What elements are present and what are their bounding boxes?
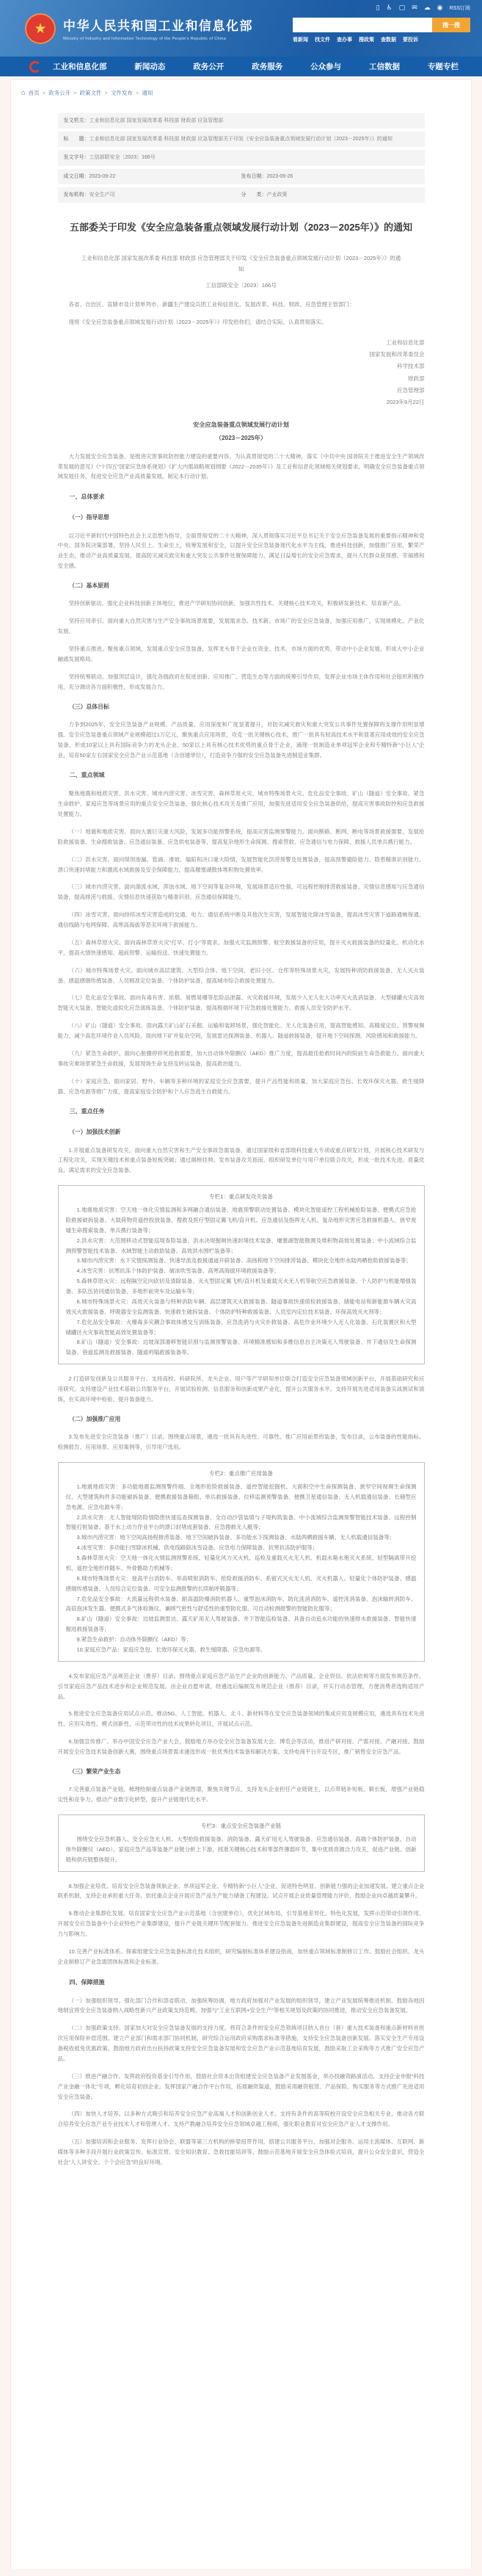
column-box-line: 8.矿山（隧道）安全事故：边坡监测雷达、露天矿用无人驾驶装备、井下智能巡检装备、具备自动追水功能的快速排水救援装备、智能快速掘进救援装备等； — [65, 1616, 417, 1633]
paragraph: 坚持创新驱动。强化企业科技创新主体地位，推进产学研用协同创新，加强共性技术、关键核心技术攻关，积极研发新技术、培育新产品。 — [68, 600, 404, 607]
nav-item[interactable]: 工业和信息化部 — [53, 62, 107, 71]
breadcrumb — [11, 80, 471, 100]
meta-cell — [64, 153, 419, 162]
signature-line: 财政部 — [408, 375, 425, 382]
doc-number: 工信部联安全〔2023〕166号 — [205, 281, 277, 289]
breadcrumb-link[interactable]: 首页 — [28, 90, 40, 96]
column-box-line: 2.洪水灾害：大范围移动式智能巡堤查险装备、洪水决堤掘闸快速封堵技术装备、堰塞湖智能勘测及堆积物高效处置装备；中小流域综合监测预警智能技术装备、水域智能主动救助装备、高效洪水围栏装备等； — [65, 1237, 417, 1254]
home-icon: ⌂ — [21, 88, 26, 97]
nav-item[interactable]: 新闻动态 — [134, 62, 166, 71]
paragraph: （三）城市内涝灾害。面向湍流水域、浑浊水域、地下空间等复杂环境，发展场景适应性强、可远程控制排涝救援装备、灾情信息感知与应急通信装备，提高排涝与救援、灾情信息快速获取与精准识别、应急通信保障能力。 — [57, 883, 425, 901]
quick-links — [293, 36, 470, 43]
brand — [25, 13, 253, 44]
meta-value: 工业和信息化部 国家发展改革委 科技部 财政部 应急管理部关于印发《安全应急装备重点领域发展行动计划（2023－2025年）》的通知 — [89, 137, 392, 142]
paragraph: 坚持统筹联动。加强顶层设计，强化各级政府在促进创新、应用推广、营造生态等方面的统筹引导作用，发挥企业市场主体作用和社会组织积极作用，充分调动各方面积极性，形成发展合力。 — [57, 673, 425, 690]
paragraph: （七）危化品安全事故。面向有毒有害、浓烟、易燃易爆等危险品泄露、火灾救援环境，发展少人无人化大功率灭火洗消装备、大型储罐火灾高效智能灭火装备、智能化虚拟化应急演练装备、个体防护装备，提高极端环境下应急救援处置能力、救援人员安全防护水平。 — [57, 994, 425, 1012]
quick-link[interactable]: 要投诉 — [403, 37, 418, 43]
paragraph: （三）推进产融合作。发挥政府投资基金引导作用，鼓励社会资本出资组建安全应急装备产业发展基金，举办投融资路演活动。支持企业申报“科技产业金融一体化”专项，孵化培育初创企业。发挥国家产融合作平台作用，拓展融资渠道，鼓励采用融资租赁、产品保险、购买服务等方式推广先进适用安全应急装备。 — [57, 2072, 425, 2100]
column-box-title: 专栏2：重点推广应用装备 — [209, 1470, 273, 1477]
quick-link[interactable]: 查数据 — [381, 37, 396, 43]
doc-title: 工业和信息化部 国家发展改革委 科技部 财政部 应急管理部关于印发《安全应急装备重点领域发展行动计划（2023－2025年）》的通知 — [81, 255, 401, 272]
paragraph: 坚持重点推进。聚焦重点领域，发展重点安全应急装备，发挥龙头骨干企业在资金、技术、市场方面的优势，带动中小企业发展，形成大中小企业融通发展格局。 — [57, 645, 425, 662]
nav-item[interactable]: 政务服务 — [252, 62, 283, 71]
column-box-line: 围绕安全应急机器人、安全应急无人机、大型抢险救援装备、消防装备、露天矿用无人驾驶装备、应急通信装备、高端个体防护装备、自动体外除颤仪（AED）、家庭应急产品等装备产业链分析上下游，找准关键核心技术和零部件薄弱环节，集中优质资源合力攻关，促进产业链、创新链和供应链整体提升。 — [65, 1835, 417, 1863]
meta-table — [58, 113, 425, 203]
paragraph: 5.推进安全应急装备应用试点示范。推动5G、人工智能、机器人、北斗、新材料等在安全应急装备领域的集成应用及规模应用，遴选具有技术先进性、应用实效性、模式创新性、示范带动性的技术成果转化项目，开展试点示范。 — [57, 1710, 425, 1728]
paragraph: 2.打造研发创新及公共服务平台。支持高校、科研院所、龙头企业、用户等产学研用单位联合打造安全应急装备领域创新平台，开展基础研究和应用研究。支持建设产业技术基础公共服务平台，开展试验检测、信息服务和创新成果产业化，提升公共服务水平。支持开展先进适用装备实战测试和演练，在实战环境中检验、提升装备能力。 — [57, 1375, 425, 1403]
column-box-line: 7.危化品安全事故：火爆毒多灾耦合事故体感交互训练装备、应急洗消与火灾扑救装备、高危作业环境少人无人化装备、石化装置区和大型储罐区火灾事故智能高效处置装备等； — [65, 1318, 417, 1336]
breadcrumb-separator: > — [73, 90, 77, 96]
mobile-icon[interactable]: ▯ — [376, 4, 380, 11]
rss-link[interactable]: RSS订阅 — [449, 5, 470, 11]
nav-item[interactable]: 专题专栏 — [427, 62, 459, 71]
paragraph: 现将《安全应急装备重点领域发展行动计划（2023－2025年）》印发给你们，请结合实际，认真贯彻落实。 — [68, 318, 327, 325]
meta-cell — [64, 191, 241, 199]
column-box-line: 7.危化品安全事故：大流量远程供水装备、耐高温防爆消防机器人、重型泡沫消防车、防化洗消消防车、遥控洗消装备、泡沫输转消防车、高倍泡沫发生器、便携式多气体检测仪、兼顾气密性与舒适性的重型防化服、可自动检测报警的智能防化服等； — [65, 1595, 417, 1613]
tablet-icon[interactable]: ▢ — [398, 4, 406, 11]
meta-label: 分 类： — [241, 192, 267, 198]
column-box-title: 专栏3：重点安全应急装备产业链 — [200, 1823, 282, 1830]
column-box-line: 5.森林草原火灾：空天地一体化火情监测预警系统、轻量化风力灭火机、巡检及重载灭火无人机、机载水箱水炮灭火系统、轻型隔离带开挖机、遥控全地形伴随车、外骨骼助力机械等； — [65, 1555, 417, 1571]
column-box — [58, 1462, 425, 1662]
paragraph: 聚焦地震和地质灾害、洪水灾害、城市内涝灾害、冰雪灾害、森林草原火灾、城市特殊场景火灾、危化品安全事故、矿山（隧道）安全事故、紧急生命救护、家庭应急等场景应用的重点安全应急装备，强化核心技术攻关及推广应用，加强先进适用安全应急装备供给，提高灾害事故防控和应急救援处置能力。 — [57, 790, 425, 818]
column-box-title: 专栏1：重点研发攻关装备 — [209, 1193, 273, 1201]
paragraph: （五）森林草原火灾。面向森林草原火灾“打早、打小”等需求，加强火灾监测预警、航空救援装备的应用，提升灭火救援装备的轻量化、机动化水平，提高火情快速感知、超前预警、运输投送、快速处置能力。 — [57, 938, 425, 956]
column-box-line: 6.城市特殊场景火灾：登高平台消防车、举高喷射消防车、抢险救援消防车、系留式灭火无人机、灭火机器人、轻量化个体防护装备、感温感烟传感装备、人员综合定位装备、可安全监测报警的长续航呼吸器等； — [65, 1574, 417, 1592]
column-box-line: 4.冰雪灾害：多功能扫雪除冰机械、供电线路除冰雪设备、应急电力保障装备、抗寒抗冻防护服等； — [76, 1544, 318, 1552]
paragraph: 各省、自治区、直辖市及计划单列市、新疆生产建设兵团工业和信息化、发展改革、科技、财政、应急管理主管部门： — [68, 300, 355, 308]
meta-value: 安全生产司 — [89, 192, 115, 198]
paragraph: 4.发布家庭应急产品规范企业（推荐）目录。围绕重点家庭应急产品生产企业的创新能力、产品质量、企业资信、依法依规等方面发布规范条件，引导家庭应急产品技术进步和企业规范发展。由企业自愿申请，经遴选后编制发布规范企业（推荐）目录，并实行动态管理，方便消费者选购适用产品。 — [57, 1672, 425, 1700]
plan-title: 安全应急装备重点领域发展行动计划 — [192, 422, 289, 429]
header-icons — [376, 4, 443, 12]
content-card — [10, 79, 472, 2569]
column-box-line: 1.地震地质灾害：空天地一体化灾情监测和多网融合通信装备、地震预警联动处置装备、模块化智能遥控工程机械抢险装备、便携式应急抢险救援破拆装备、大载荷物资遥控投放装备、搜救及医疗型固定翼飞机/直升机、应急通信及指挥无人机、复杂地形灾害应急救援机器人、狭窄废墟生命搜索装备、单兵携行装备等； — [65, 1206, 417, 1234]
paragraph: 7.完善重点装备产业链。梳理绘制重点装备产业链图谱，聚焦关键节点，支持龙头企业担任产业链链主，以点带链补短板、锻长板，增强产业链稳定性和竞争力。推动产业数字化转型，提升产业链现代化水平。 — [57, 1786, 425, 1803]
paragraph: （二）加强政策支持。国家加大对安全应急装备发展的支持力度。将符合条件的安全应急领域项目纳入首台（套）重大技术装备和重点新材料首批次应用保险补偿范围。建立产业部门和需求部门协同机制，研究综合运用政府采购需求标准等措施，支持安全应急装备创新发展。落实安全生产专用设备税收抵免优惠政策。鼓励地方政府出台扶持政策支持安全应急装备发展和安全应急产业示范基地培育发展，鼓励采取工会采购等方式推广安全应急产品。 — [57, 2025, 425, 2062]
nav-items — [53, 61, 482, 72]
column-box-line: 3.城市内涝灾害：地下空间高扬程排涝装备、地下空间破拆装备、多功能水下探测装备、水陆两栖救援车辆、无人机载通信装备等； — [76, 1534, 395, 1541]
paragraph: 1.开展重点装备研发攻关。面向重大自然灾害和生产安全事故急需装备，通过国家级和省部级科技重大专项或重点研发计划，开展核心技术研发与工程化攻关，实现关键技术和重点装备短板突破；通过揭榜挂帅，发布装备攻关指南，组织研发单位与用户单位联合攻关，形成一批技术先进、质量优良、满足需求的安全应急装备。 — [57, 1146, 425, 1174]
signature-line: 工业和信息化部 — [386, 339, 425, 346]
sub-heading: （二）加强推广应用 — [69, 1415, 121, 1422]
paragraph: 9.推动企业集群化发展。培育国家安全应急产业示范基地（含创建单位），优化区域布局，引导基地差异化、特色化发展，发挥示范带动引领作用。开展安全应急装备中小企业特色产业集群建设，提升产业链关键环节配套能力。推进安全应急装备先进制造业集群建设，提高安全应急装备的国际竞争力与影响力。 — [57, 1910, 425, 1938]
ministry-name-en: Ministry of Industry and Information Technology of the People's Republic of China — [63, 37, 227, 41]
column-box-line: 3.城市内涝灾害：水下灾情探测装备、快速导流及救援通道开辟装备、高扬程地下空间排涝装备、模块化全地形水陆两栖抢险救援装备等； — [76, 1257, 412, 1265]
weibo-icon[interactable]: ◉ — [437, 4, 443, 11]
meta-value: 2023-09-22 — [89, 173, 116, 179]
meta-label: 标 题： — [63, 137, 90, 142]
section-heading: 三、重点任务 — [69, 1108, 105, 1115]
quick-link[interactable]: 搜政策 — [359, 37, 374, 43]
breadcrumb-link[interactable]: 通知 — [142, 90, 153, 96]
header-icons-row — [376, 4, 470, 12]
meta-label: 发布机构： — [63, 192, 90, 198]
breadcrumb-separator: > — [42, 90, 46, 96]
meta-cell — [64, 135, 419, 143]
paragraph: （六）城市特殊场景火灾。面向城市高层建筑、大型综合体、地下空间、老旧小区、仓库等特殊场景火灾，发展特种消防救援装备、无人灭火装备、感温感烟传感装备、人员精准定位装备、个体防护装备，提高城市综合救援处置能力。 — [57, 966, 425, 984]
mail-icon[interactable]: ✉ — [412, 4, 417, 11]
paragraph: 力争到2025年，安全应急装备产业规模、产品质量、应用深度和广度显著提升，对防灾减灾救灾和重大突发公共事件处置保障的支撑作用明显增强。安全应急装备重点领域产业规模超过1万亿元，聚焦重点应用场景，攻克一批关键核心技术，推广一批具有较高技术水平和显著应用成效的安全应急装备，形成10家以上具有国际竞争力的龙头企业、50家以上具有核心技术优势的重点骨干企业，涌现一批制造业单项冠军企业和专精特新“小巨人”企业，培育50家左右国家安全应急产业示范基地（含创建单位），打造竞争力强的安全应急装备先进制造业集群。 — [57, 720, 425, 759]
plan-title: （2023－2025年） — [215, 435, 267, 442]
meta-row — [58, 113, 425, 129]
article-body — [58, 253, 425, 2167]
meta-cell — [64, 117, 419, 125]
meta-label: 发布日期： — [241, 173, 267, 179]
section-heading: 一、总体要求 — [69, 493, 105, 501]
search-area — [293, 18, 470, 43]
breadcrumb-link[interactable]: 政策文件 — [79, 90, 102, 96]
section-heading: 四、保障措施 — [69, 1978, 105, 1986]
meta-value: 产业政策 — [266, 192, 288, 198]
column-box-line: 1.地震地质灾害：多功能地震监测预警终端、全地形抢险救援装备、遥控智能挖掘机、大面积空中生命探测装备、狭窄空间视频生命探测仪、大型建筑构件多功能破拆装备、便携救援装备箱组、单兵救援装备、位移监测预警装备、便携卫星通信装备、无人机载通信装备、长储型应急电源、应急电源车等； — [65, 1483, 417, 1510]
signature-line: 2023年9月22日 — [386, 399, 425, 406]
sub-heading: （一）加强技术创新 — [69, 1129, 121, 1136]
breadcrumb-separator: > — [104, 90, 108, 96]
paragraph: 8.加强企业培优。培育安全应急装备领航企业、单项冠军企业、专精特新“小巨人”企业，促进特色明显、创新能力强的企业加速发展。建立重点企业联系机制，支持企业承担重大任务。依托重点企业开展应急产品生产能力储备工程建设。试点开展企业质量管理能力评价，鼓励企业向卓越质量攀升。 — [57, 1882, 425, 1900]
signature-line: 科学技术部 — [397, 363, 425, 370]
page-title: 五部委关于印发《安全应急装备重点领域发展行动计划（2023－2025年）》的通知 — [69, 221, 413, 233]
paragraph: （二）洪水灾害。面向堤坝渗漏、管涌、滑坡、塌陷和决口重大险情，发展智能化洪涝预警及处置装备，提高预警避险能力、隐患精准识别能力、溃口快速封堵能力和激流水域救援及安全保障能力，提高堰塞湖散体堆积物处置效率。 — [57, 855, 425, 873]
paragraph: （四）冰雪灾害。面向持续冰雪灾害造成的交通、电力、通信系统中断及其他次生灾害，发展智能化除冰雪装备，提高冰雪灾害下道路通畅保通、通信线路与电网保障、高寒高海拔等恶劣环境下救援能力。 — [57, 911, 425, 929]
ministry-name: 中华人民共和国工业和信息化部 — [63, 19, 253, 33]
column-box — [58, 1815, 425, 1872]
paragraph: （九）紧急生命救护。面向心脏骤停猝死抢救需要，加大自动体外除颤仪（AED）推广力度，提高最佳抢救时间内的院前生命急救能力。面向重大事故灾难场景紧急生命救援，发展现场生命支持及转运装备，提高救治能力。 — [57, 1049, 425, 1067]
miit-logo-icon — [29, 61, 41, 73]
paragraph: （一）加强组织领导。强化部门合作和部省联动，加强统筹协调，地方政府加强对产业发展的组织领导，建立产业发展统筹推进机制。鼓励各地因地制宜将安全应急装备纳入战略性新兴产业政策支持范畴，加强与“工业互联网+安全生产”等相关规划及政策的协同推进，推动安全应急装备发展。 — [57, 1997, 425, 2014]
meta-cell — [64, 173, 241, 181]
paragraph: 6.加强宣传推广。举办中国安全应急产业大会，鼓励地方举办安全应急装备发展大会、博览会等活动，推进产研对接、产需对接、产融对接。鼓励开展安全应急技术装备创新大赛，围绕重点场景需求遴选形成一批优秀技术装备和解决方案。支持电商平台开设专区，推广销售安全应急产品。 — [57, 1738, 425, 1756]
paragraph: 10.完善产业标准体系。探索组建安全应急装备标准化技术组织，研究编制标准体系建设指南，加快重点领域标准制修订工作。鼓励社会组织、龙头企业制修订产业急需团体标准和企业标准。 — [57, 1947, 425, 1965]
quick-link[interactable]: 看新闻 — [293, 37, 308, 43]
paragraph: 坚持应用牵引。面向重大自然灾害与生产安全事故场景需要，发展需求急、技术新、市场广的安全应急装备，加强应用推广，实现规模化、产业化发展。 — [57, 618, 425, 635]
breadcrumb-link[interactable]: 政务公开 — [48, 90, 71, 96]
search-input[interactable] — [293, 18, 432, 32]
main-nav — [0, 57, 482, 76]
signature-line: 国家发展和改革委员会 — [369, 350, 425, 358]
meta-row — [58, 131, 425, 147]
paragraph: （四）加快人才培养。以多种方式吸引和培养安全应急产业高端人才和创新创业人才。支持有条件的高等院校开设安全应急相关专业，推动各方联合培养安全应急产业专业技术人才和管理人才。支持产教融合培养安全应急领域卓越工程师，强化职业教育对安全应急产业人才支撑作用。 — [57, 2110, 425, 2128]
breadcrumb-separator: > — [135, 90, 139, 96]
paragraph: （五）加强培训和企业服务。发挥行业协会、联盟等第三方机构的桥梁纽带作用，搭建公共服务平台，加强对企服务。运用主流媒体、互联网、新媒体等多种手段开展行业政策宣传、标准宣贯、安全知识教育、急救技能培训等。鼓励示范基地开展安全应急体验式培训，提升公众安全意识，营造全社会“人人讲安全、个个会应急”的良好环境。 — [57, 2138, 425, 2166]
meta-value: 工信部联安全〔2023〕166号 — [89, 155, 156, 161]
meta-label: 发文机关： — [63, 118, 90, 123]
paragraph: 3.发布先进安全应急装备（推广）目录。围绕重点场景，遴选一批具有先进性、可靠性、推广应用前景的装备，发布目录，公布装备的性能指标、检测报告、应用场景、应用案例等，引导用户选用。 — [57, 1433, 425, 1451]
nav-item[interactable]: 政务公开 — [193, 62, 224, 71]
column-box-line: 6.城市特殊场景火灾：高效灭火装备与特种消防车辆、高层建筑灭火救援装备、隧道事故快速侦检救援装备、储能电站和新能源车辆火灾高效灭火救援装备、呼吸器安全监测装备、快速救生破拆装备、个体防护特种救援装备、人员室内定位技术装备、环保高效灭火剂等； — [65, 1298, 417, 1315]
column-box-line: 8.矿山（隧道）安全事故：边坡深部滑移智能识别与监测预警装备、环境精准感知和多维信息自主决策无人驾驶装备、井下通信及生命探测装备、巷道监测及救援装备、隧道坍塌救援装备等。 — [65, 1339, 417, 1356]
meta-row — [58, 169, 425, 184]
meta-label: 发文字号： — [63, 155, 90, 161]
column-box — [58, 1185, 425, 1364]
meta-cell — [241, 173, 419, 181]
paragraph: 以习近平新时代中国特色社会主义思想为指导，全面贯彻党的二十大精神，深入贯彻落实习近平总书记关于安全应急装备发展的重要指示精神和党中央、国务院决策部署，坚持人民至上、生命至上，统筹发展和安全，以提升安全应急装备现代化水平为主线，推进科技创新，加强推广应用，繁荣产业生态，推动产业高质量发展，提高防灾减灾救灾和重大突发公共事件处置保障能力，满足日益增长的安全应急需求，提升人民群众获得感、幸福感和安全感。 — [57, 532, 425, 570]
quick-link[interactable]: 查办事 — [337, 37, 352, 43]
column-box-line: 5.森林草原火灾：远程隔空定向砍切及清除装备、灭火型固定翼飞机/直升机及重载灭火无人机等航空应急救援装备、个人防护与机能增强装备、多队伍协同通信装备、多地形前突车及运输车等； — [65, 1278, 417, 1295]
nav-item[interactable]: 工信数据 — [369, 62, 401, 71]
column-box-line: 2.洪水灾害：无人智能堤防险情隐患快速巡查探测装备、全自动沙袋装填与子堤构筑装备、中小流域综合监测预警智能技术装备、远程控制智能打桩装备、基于水上动力作业平台的溃口封堵成套装备、应急搜救无人艇等； — [65, 1513, 417, 1531]
breadcrumb-items — [29, 89, 153, 97]
meta-row — [58, 150, 425, 165]
sub-heading: （三）总体目标 — [69, 703, 109, 710]
quick-link[interactable]: 找文件 — [315, 37, 330, 43]
sub-heading: （二）基本原则 — [69, 582, 109, 589]
paragraph: （十）家庭应急。面向家居、野外、车辆等多种环境的家庭安全应急需要，提升产品性能和质量，加大家庭应急包、长效环保灭火器、救生缓降器、应急电源等推广力度，提高家庭安全防护和个人应急逃生自救能力。 — [57, 1077, 425, 1095]
column-box-line: 10.家庭应急产品：家庭应急包、长效环保灭火器、救生缓降器、应急电源等。 — [76, 1646, 266, 1653]
paragraph: （八）矿山（隧道）安全事故。面向露天矿山矿石采掘、运输和装卸场景，强化智能化、无人化装备应用，提高智能感知、高精度定位、预警视频能力，减少高危环境作业人员风险。面向地下矿井复杂空间，发展雷达探测装备、机器人、隧道救援装备，提升地下空间探测、风险感知和救援能力。 — [57, 1022, 425, 1040]
accessibility-icon[interactable]: ♿ — [386, 4, 392, 11]
meta-row — [58, 187, 425, 203]
paragraph: （一）地震和地质灾害。面向大震巨灾重大风险，发展多功能预警系统，提高灾害监测预警能力。面向断路、断网、断电等场景救援需要，发展抢险救援装备、生命搜救装备、应急通信装备、应急供电装备等，提高复杂地形生命探测、搜索营救、应急通信与电力保障、救援人员单兵携行能力。 — [57, 828, 425, 845]
cloud-icon[interactable]: ☁ — [423, 4, 431, 11]
meta-value: 2023-09-26 — [266, 173, 293, 179]
section-heading: 二、重点领域 — [69, 772, 105, 779]
meta-value: 工业和信息化部 国家发展改革委 科技部 财政部 应急管理部 — [89, 118, 224, 123]
search-button[interactable]: 搜一搜 — [432, 18, 470, 32]
breadcrumb-link[interactable]: 文件发布 — [110, 90, 133, 96]
sub-heading: （一）指导思想 — [69, 514, 109, 521]
column-box-line: 9.紧急生命救护：自动体外除颤仪（AED）等； — [76, 1636, 192, 1643]
nav-item[interactable]: 公众参与 — [310, 62, 342, 71]
sub-heading: （三）繁荣产业生态 — [69, 1768, 121, 1775]
column-box-line: 4.冰雪灾害：抗寒抗冻个体防护装备、破冰吹雪装备、高寒高海拔环境救援装备等； — [76, 1267, 280, 1275]
meta-label: 成文日期： — [63, 173, 90, 179]
national-emblem-icon: ★ — [25, 13, 56, 44]
meta-cell — [241, 191, 419, 199]
paragraph: 大力发展安全应急装备，是推进灾害事故防控能力建设的重要内容。为认真贯彻党的二十大精神，落实《中共中央 国务院关于推进安全生产领域改革发展的意见》《“十四五”国家应急体系规划》《扩大内需战略规划纲要（2022－2035年）》及工业和信息化领域相关规划要求，明确安全应急装备重点领域发展任务，促进安全应急产业高质量发展，制定本行动计划。 — [57, 452, 425, 480]
signature-line: 应急管理部 — [397, 387, 425, 394]
site-header — [0, 0, 482, 57]
